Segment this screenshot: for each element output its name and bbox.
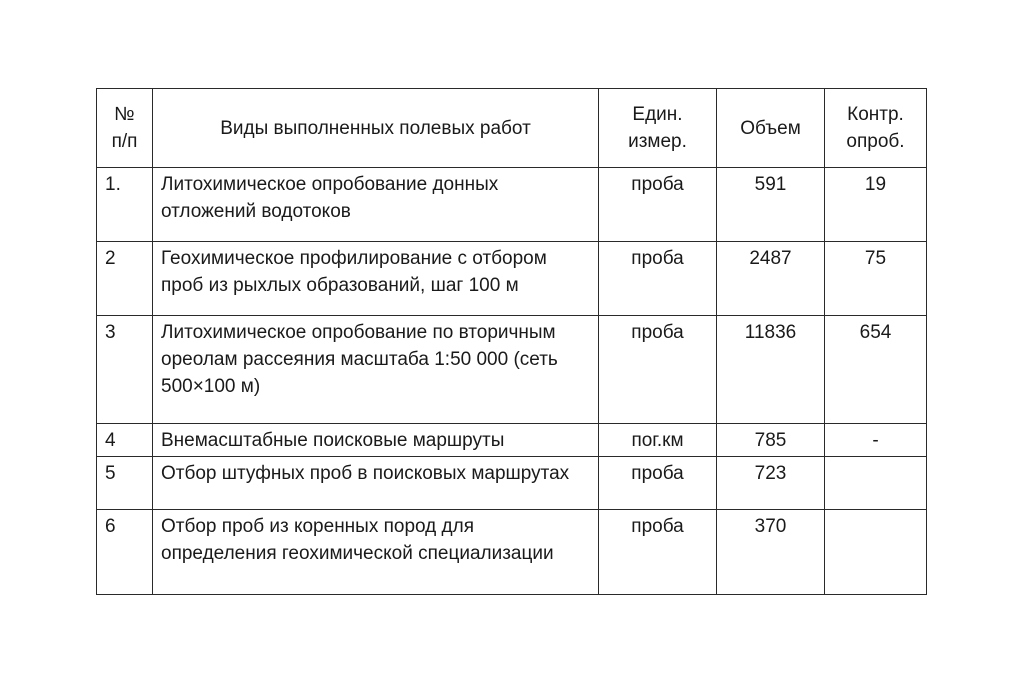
table-row	[97, 510, 927, 595]
row-number: 5	[97, 457, 153, 510]
field-works-table	[96, 88, 927, 595]
row-unit: проба	[599, 510, 717, 595]
header-number-label: № п/п	[111, 104, 138, 152]
row-volume: 2487	[717, 242, 825, 316]
row-unit: проба	[599, 316, 717, 424]
row-number: 4	[97, 424, 153, 457]
table-row	[97, 457, 927, 510]
header-number	[97, 89, 153, 168]
row-control: 19	[825, 168, 927, 242]
row-control	[825, 457, 927, 510]
row-volume: 11836	[717, 316, 825, 424]
table-row	[97, 168, 927, 242]
row-work-type: Отбор проб из коренных пород для определения геохимической специализации	[153, 510, 599, 595]
header-control-label: Контр. опроб.	[846, 104, 905, 152]
header-volume	[717, 89, 825, 168]
row-control: -	[825, 424, 927, 457]
header-work-type-label: Виды выполненных полевых работ	[220, 117, 531, 139]
header-control	[825, 89, 927, 168]
row-volume: 591	[717, 168, 825, 242]
row-work-type: Отбор штуфных проб в поисковых маршрутах	[153, 457, 599, 510]
row-number: 3	[97, 316, 153, 424]
row-control: 75	[825, 242, 927, 316]
row-number: 1.	[97, 168, 153, 242]
row-volume: 370	[717, 510, 825, 595]
row-number: 6	[97, 510, 153, 595]
row-unit: проба	[599, 168, 717, 242]
header-volume-label: Объем	[740, 117, 801, 139]
row-unit: пог.км	[599, 424, 717, 457]
table-header-row	[97, 89, 927, 168]
row-work-type: Геохимическое профилирование с отбором проб из рыхлых образований, шаг 100 м	[153, 242, 599, 316]
table-row	[97, 424, 927, 457]
header-unit-label: Един. измер.	[628, 104, 687, 152]
row-unit: проба	[599, 242, 717, 316]
row-number: 2	[97, 242, 153, 316]
row-control: 654	[825, 316, 927, 424]
table-row	[97, 316, 927, 424]
row-work-type: Внемасштабные поисковые маршруты	[153, 424, 599, 457]
header-work-type	[153, 89, 599, 168]
row-volume: 785	[717, 424, 825, 457]
row-control	[825, 510, 927, 595]
row-unit: проба	[599, 457, 717, 510]
header-unit	[599, 89, 717, 168]
row-work-type: Литохимическое опробование донных отложений водотоков	[153, 168, 599, 242]
row-volume: 723	[717, 457, 825, 510]
row-work-type: Литохимическое опробование по вторичным ореолам рассеяния масштаба 1:50 000 (сеть 500×100 м)	[153, 316, 599, 424]
table-row	[97, 242, 927, 316]
